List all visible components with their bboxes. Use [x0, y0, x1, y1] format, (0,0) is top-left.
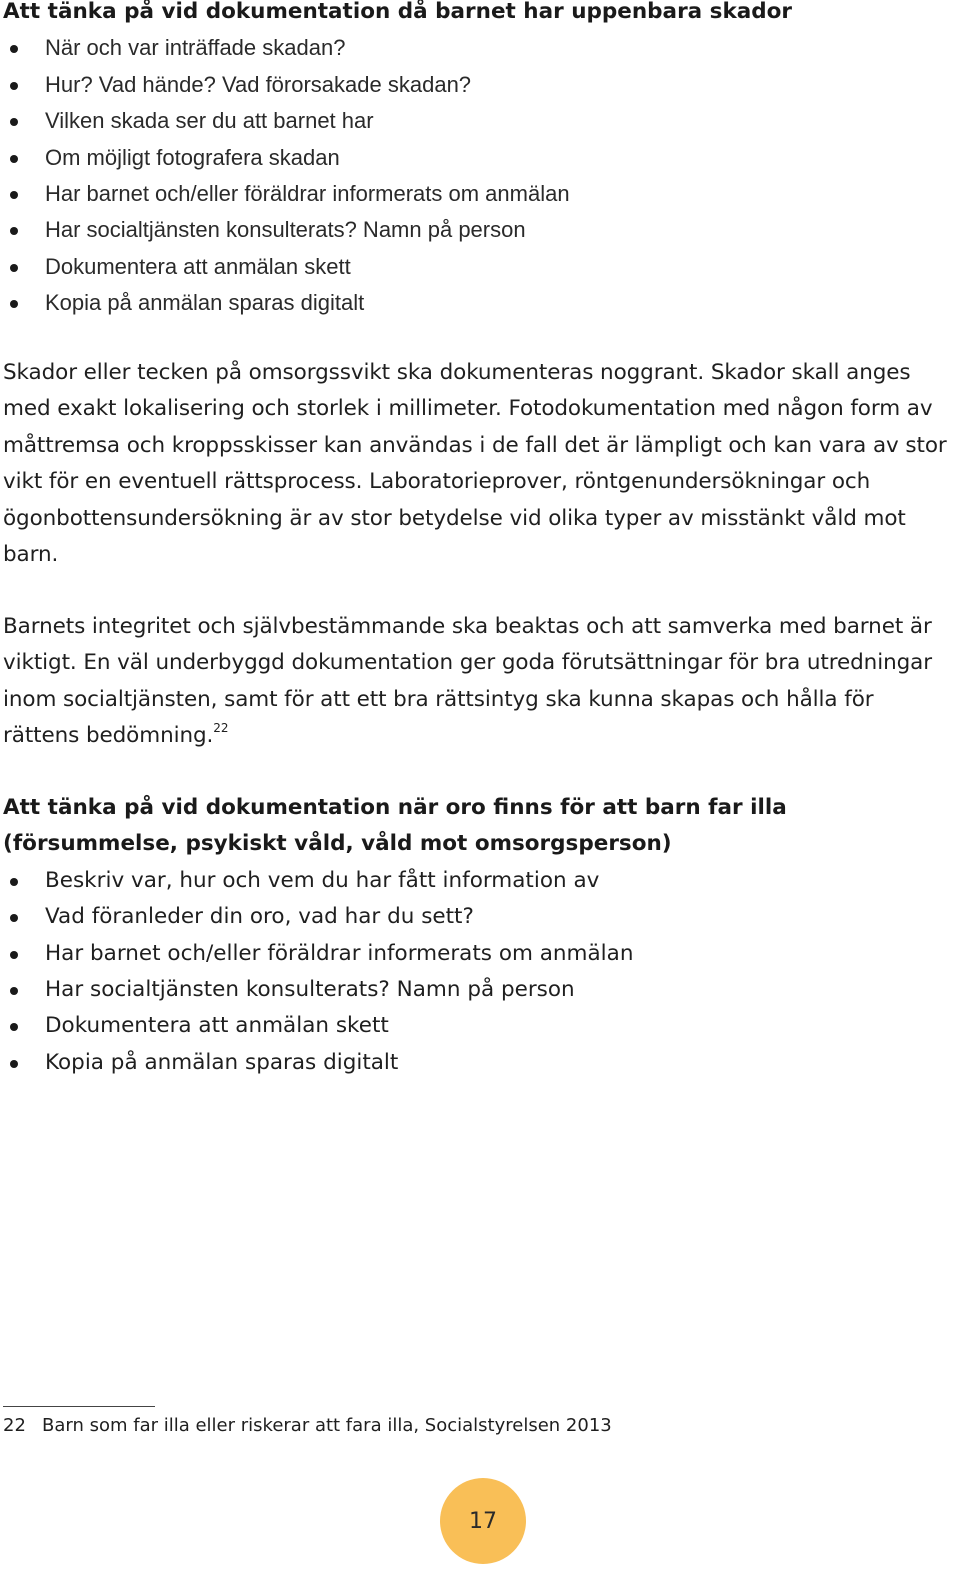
footnote-reference: 22 [213, 721, 229, 736]
list-item: Dokumentera att anmälan skett [3, 249, 953, 285]
injury-documentation-section [3, 0, 953, 322]
section-heading-concern: Att tänka på vid dokumentation när oro finns för att barn far illa (försummelse, psykiskt våld, våld mot omsorgsperson) [3, 795, 787, 857]
body-paragraph-integrity [3, 609, 953, 755]
page-number-badge [440, 1478, 526, 1564]
list-item: Har socialtjänsten konsulterats? Namn på person [3, 212, 953, 248]
list-item: Vad föranleder din oro, vad har du sett? [3, 899, 953, 935]
section-heading-injuries: Att tänka på vid dokumentation då barnet har uppenbara skador [3, 0, 793, 24]
list-item: Kopia på anmälan sparas digitalt [3, 285, 953, 321]
concern-checklist [3, 863, 953, 1081]
injury-checklist [3, 30, 953, 321]
footnote-text: Barn som far illa eller riskerar att fara illa, Socialstyrelsen 2013 [42, 1415, 612, 1436]
page-number: 17 [469, 1508, 497, 1534]
list-item: Vilken skada ser du att barnet har [3, 103, 953, 139]
list-item: Har barnet och/eller föräldrar informerats om anmälan [3, 936, 953, 972]
list-item: Beskriv var, hur och vem du har fått information av [3, 863, 953, 899]
footnote-number: 22 [3, 1415, 26, 1436]
footnote-divider [3, 1406, 155, 1407]
footnote [3, 1413, 612, 1439]
body-paragraph-documentation: Skador eller tecken på omsorgssvikt ska dokumenteras noggrant. Skador skall anges med exakt lokalisering och storlek i millimeter. Fotodokumentation med någon form av måttremsa och kroppsskisser kan användas i de fall det är lämpligt och kan vara av stor vikt för en eventuell rättsprocess. Laboratorieprover, röntgenundersökningar och ögonbottensundersökning är av stor betydelse vid olika typer av misstänkt våld mot barn. [3, 360, 947, 568]
list-item: Hur? Vad hände? Vad förorsakade skadan? [3, 67, 953, 103]
paragraph-text: Barnets integritet och självbestämmande ska beaktas och att samverka med barnet är viktigt. En väl underbyggd dokumentation ger goda förutsättningar för bra utredningar inom socialtjänsten, samt för att ett bra rättsintyg ska kunna skapas och hålla för rättens bedömning. [3, 614, 932, 749]
list-item: Har barnet och/eller föräldrar informerats om anmälan [3, 176, 953, 212]
concern-documentation-section [3, 790, 953, 1081]
list-item: Har socialtjänsten konsulterats? Namn på person [3, 972, 953, 1008]
list-item: Kopia på anmälan sparas digitalt [3, 1045, 953, 1081]
list-item: Dokumentera att anmälan skett [3, 1008, 953, 1044]
list-item: När och var inträffade skadan? [3, 30, 953, 66]
list-item: Om möjligt fotografera skadan [3, 140, 953, 176]
